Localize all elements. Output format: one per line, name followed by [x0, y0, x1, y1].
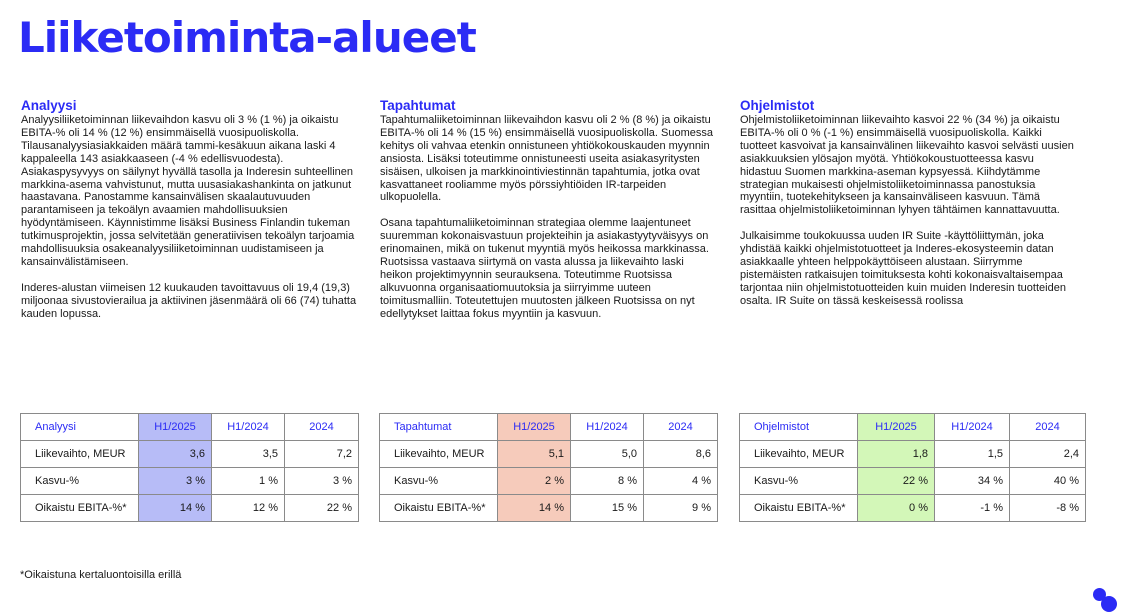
- table-cell: 15 %: [571, 495, 644, 522]
- table-tapahtumat: [379, 413, 718, 522]
- table-cell: 3 %: [285, 468, 359, 495]
- section-paragraph: Julkaisimme toukokuussa uuden IR Suite -käyttöliittymän, joka yhdistää kaikki ohjelmistotuotteet ja Inderes-ekosysteemin datan asiakkaalle yhteen helppokäyttöiseen alustaan. Siirrymme pistemäisten ratkaisujen toimituksesta kohti kokonaisvaltaisempaa tarjontaa niin ohjelmistotuotteiden kuin muiden Inderesin tuotteiden osalta. IR Suite on tässä keskeisessä roolissa: [740, 230, 1066, 307]
- table-header-cell: H1/2024: [571, 414, 644, 441]
- section-ohjelmistot: [740, 98, 1076, 321]
- table-row: [380, 468, 718, 495]
- table-cell: -8 %: [1010, 495, 1086, 522]
- table-cell: 14 %: [498, 495, 571, 522]
- table-cell: Kasvu-%: [740, 468, 858, 495]
- table-header-cell: H1/2025: [858, 414, 935, 441]
- table-cell: Liikevaihto, MEUR: [21, 441, 139, 468]
- table-header-cell: 2024: [1010, 414, 1086, 441]
- table-cell: 3 %: [139, 468, 212, 495]
- table-cell: Kasvu-%: [21, 468, 139, 495]
- brand-logo-icon: [1093, 588, 1119, 614]
- section-paragraph: Inderes-alustan viimeisen 12 kuukauden tavoittavuus oli 19,4 (19,3) miljoonaa sivustovierailua ja aktiivinen jäsenmäärä oli 66 (74) tuhatta kauden lopussa.: [21, 281, 357, 320]
- table-header-cell: H1/2024: [212, 414, 285, 441]
- table-cell: -1 %: [935, 495, 1010, 522]
- table-row: [740, 441, 1086, 468]
- section-paragraph: Osana tapahtumaliiketoiminnan strategiaa olemme laajentuneet suuremman kokonaisvastuun projekteihin ja asiakastyytyväisyys on erinomainen, mikä on tukenut myyntiä myös heikossa markkinassa. Ruotsissa vastaava siirtymä on vasta alussa ja liikevaihto laski heikon projektimyynnin seurauksena. Toteutimme Ruotsissa alkuvuonna organisaatiomuutoksia ja siirryimme uuteen toimitusmalliin. Toteutettujen muutosten jälkeen Ruotsissa on nyt edellytykset laittaa fokus myyntiin ja kasvuun.: [380, 217, 709, 320]
- table-ohjelmistot: [739, 413, 1086, 522]
- section-heading: Tapahtumat: [380, 98, 456, 113]
- table-cell: Liikevaihto, MEUR: [740, 441, 858, 468]
- table-row: [740, 495, 1086, 522]
- table-cell: 12 %: [212, 495, 285, 522]
- table-cell: 1,8: [858, 441, 935, 468]
- table-cell: 34 %: [935, 468, 1010, 495]
- section-analyysi: [21, 98, 357, 334]
- table-cell: Oikaistu EBITA-%*: [380, 495, 498, 522]
- table-cell: 14 %: [139, 495, 212, 522]
- table-cell: 22 %: [858, 468, 935, 495]
- table-cell: 2,4: [1010, 441, 1086, 468]
- table-cell: 1,5: [935, 441, 1010, 468]
- table-cell: 4 %: [644, 468, 718, 495]
- table-header-cell: H1/2025: [139, 414, 212, 441]
- table-cell: 40 %: [1010, 468, 1086, 495]
- table-cell: Liikevaihto, MEUR: [380, 441, 498, 468]
- logo-dot: [1101, 596, 1117, 612]
- section-heading: Analyysi: [21, 98, 77, 113]
- footnote: *Oikaistuna kertaluontoisilla erillä: [20, 569, 182, 581]
- table-cell: 3,6: [139, 441, 212, 468]
- table-header-row: [740, 414, 1086, 441]
- table-row: [740, 468, 1086, 495]
- table-cell: 22 %: [285, 495, 359, 522]
- table-header-cell: 2024: [285, 414, 359, 441]
- page-title: Liiketoiminta-alueet: [18, 13, 476, 62]
- table-row: [21, 468, 359, 495]
- table-header-cell: H1/2025: [498, 414, 571, 441]
- table-cell: Oikaistu EBITA-%*: [21, 495, 139, 522]
- table-cell: 0 %: [858, 495, 935, 522]
- table-header-cell: Tapahtumat: [380, 414, 498, 441]
- table-analyysi: [20, 413, 359, 522]
- table-cell: 8 %: [571, 468, 644, 495]
- table-row: [380, 495, 718, 522]
- table-cell: 8,6: [644, 441, 718, 468]
- table-cell: 9 %: [644, 495, 718, 522]
- table-cell: 5,1: [498, 441, 571, 468]
- table-header-cell: Ohjelmistot: [740, 414, 858, 441]
- section-paragraph: Ohjelmistoliiketoiminnan liikevaihto kasvoi 22 % (34 %) ja oikaistu EBITA-% oli 0 % (-1 %) ensimmäisellä vuosipuoliskolla. Kaikki tuotteet kasvoivat ja kansainvälinen liikevaihto kasvoi selvästi uusien asiakkuuksien ylösajon myötä. Yhtiökokoustuotteessa kasvu hidastuu Suomen markkina-aseman kypsyessä. Kiihdytämme strategian mukaisesti ohjelmistoliiketoiminnassa panostuksia myyntiin, tuotekehitykseen ja kansainväliseen kasvuun. Tämä rasittaa ohjelmistoliiketoiminnan lyhyen tähtäimen kannattavuutta.: [740, 114, 1074, 217]
- table-cell: 3,5: [212, 441, 285, 468]
- section-paragraph: Analyysiliiketoiminnan liikevaihdon kasvu oli 3 % (1 %) ja oikaistu EBITA-% oli 14 % (12 %) ensimmäisellä vuosipuoliskolla. Tilausanalyysiasiakkaiden määrä tammi-kesäkuun aikana laski 4 kappaleella 143 asiakkaaseen (-4 % edellisvuodesta). Asiakaspysyvyys on säilynyt hyvällä tasolla ja Inderesin suhteellinen markkina-asema vahvistunut, mutta uusasiakashankinta on jatkunut haastavana. Panostamme kansainvälisen skaalautuvuuden parantamiseen ja tekoälyn avaamien mahdollisuuksien hyödyntämiseen. Käynnistimme lisäksi Business Finlandin tukeman tutkimusprojektin, jossa selvitetään generatiivisen tekoälyn tarjoamia mahdollisuuksia osakeanalyysiliiketoiminnan uudistamiseen ja kansainvälistämiseen.: [21, 114, 355, 268]
- table-cell: 2 %: [498, 468, 571, 495]
- table-cell: 5,0: [571, 441, 644, 468]
- table-header-row: [21, 414, 359, 441]
- table-cell: 1 %: [212, 468, 285, 495]
- table-header-row: [380, 414, 718, 441]
- table-cell: Oikaistu EBITA-%*: [740, 495, 858, 522]
- table-header-cell: H1/2024: [935, 414, 1010, 441]
- table-row: [21, 441, 359, 468]
- table-row: [21, 495, 359, 522]
- table-cell: Kasvu-%: [380, 468, 498, 495]
- section-paragraph: Tapahtumaliiketoiminnan liikevaihdon kasvu oli 2 % (8 %) ja oikaistu EBITA-% oli 14 % (15 %) ensimmäisellä vuosipuoliskolla. Suomessa kehitys oli vahvaa etenkin onnistuneen yhtiökokouskauden myynnin ansiosta. Lisäksi toteutimme onnistuneesti useita asiakasyritysten sisäisen, ulkoisen ja markkinointiviestinnän tapahtumia, jotka ovat kasvattaneet rooliamme myös pörssiyhtiöiden IR-tarpeiden ulkopuolella.: [380, 114, 713, 204]
- table-cell: 7,2: [285, 441, 359, 468]
- table-header-cell: 2024: [644, 414, 718, 441]
- table-row: [380, 441, 718, 468]
- section-heading: Ohjelmistot: [740, 98, 815, 113]
- table-header-cell: Analyysi: [21, 414, 139, 441]
- section-tapahtumat: [380, 98, 716, 334]
